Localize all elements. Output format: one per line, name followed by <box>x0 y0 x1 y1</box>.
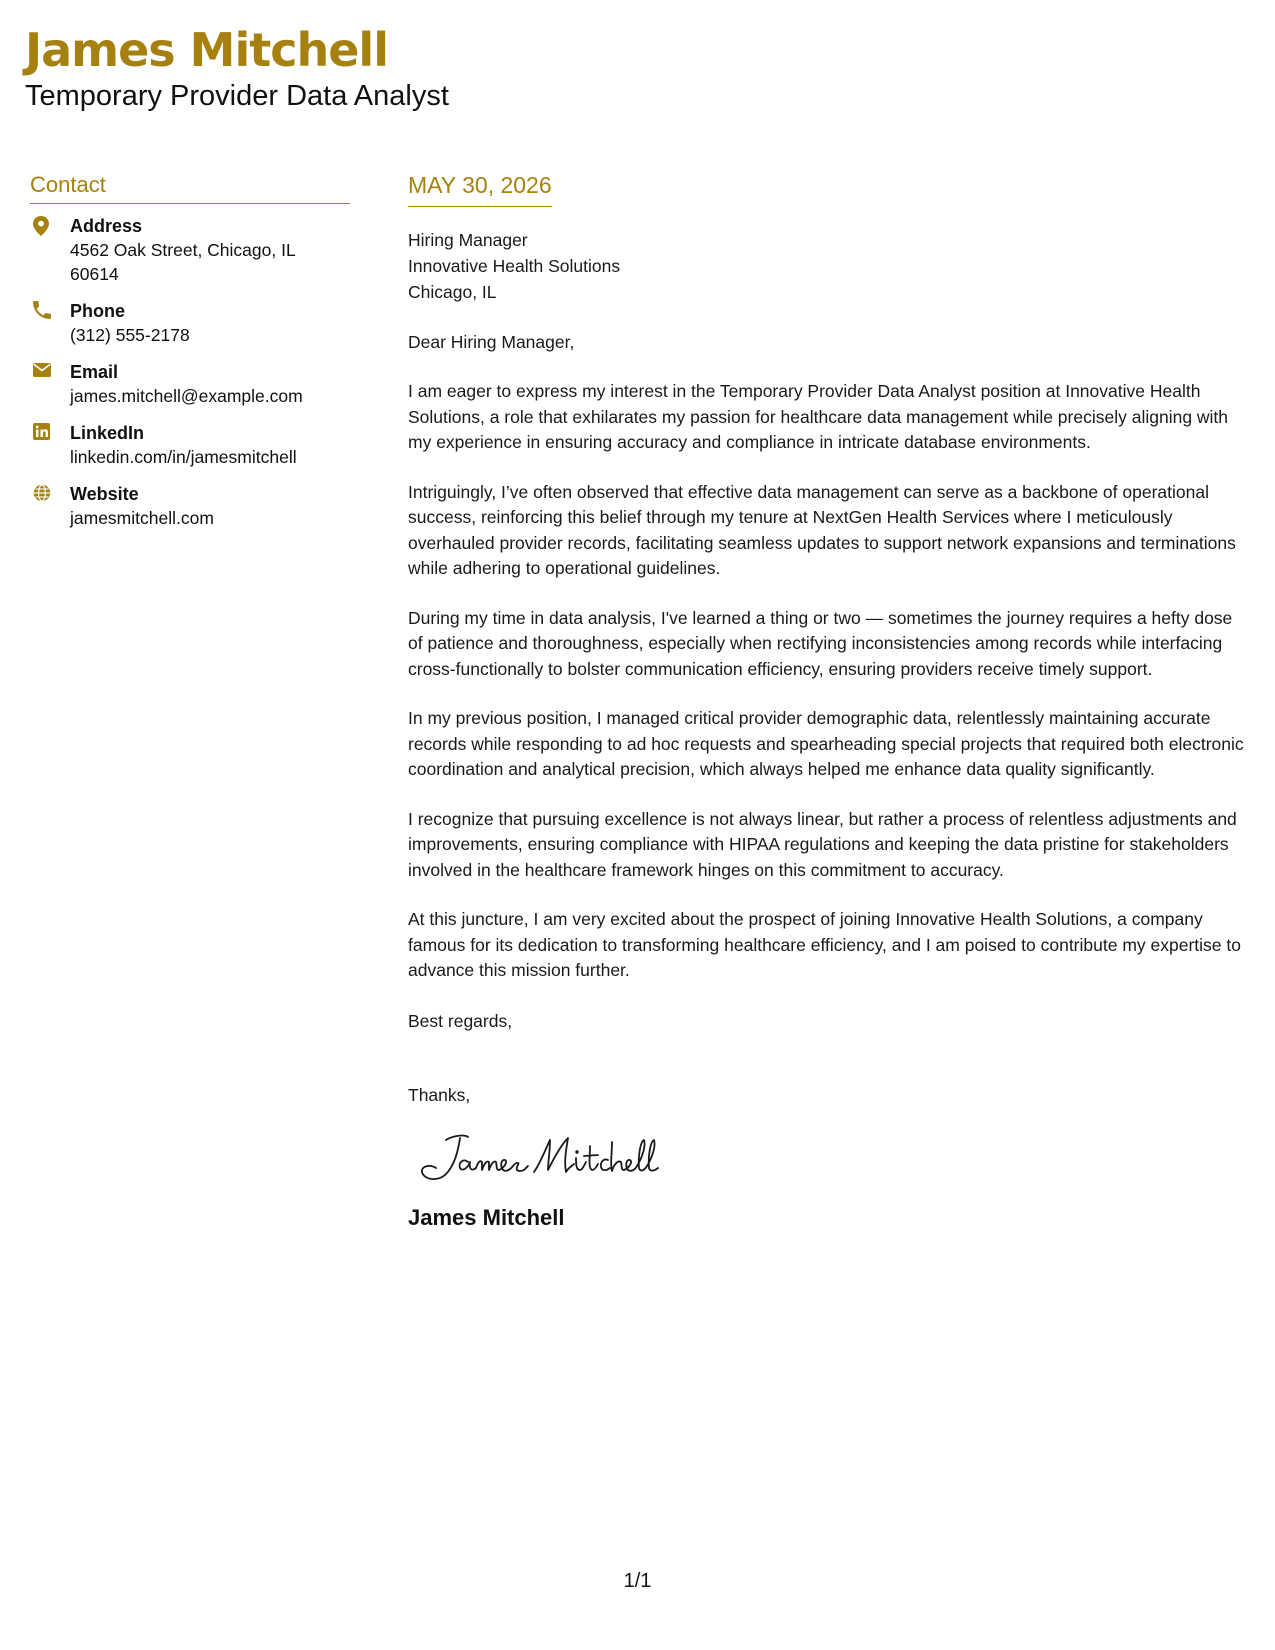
contact-email <box>30 360 350 408</box>
contact-label: Address <box>70 216 143 236</box>
envelope-icon <box>33 362 51 380</box>
body-paragraph: During my time in data analysis, I've learned a thing or two — sometimes the journey requires a hefty dose of patience and thoroughness, especially when rectifying inconsistencies among records while interfacing cross-functionally to bolster communication efficiency, ensuring providers receive timely support. <box>408 607 1233 679</box>
recipient-line: Innovative Health Solutions <box>408 256 621 276</box>
contact-address <box>30 214 350 286</box>
linkedin-icon <box>33 423 51 441</box>
map-pin-icon <box>33 216 51 234</box>
linkedin-value: linkedin.com/in/jamesmitchell <box>70 447 297 467</box>
cover-letter <box>408 170 1248 1232</box>
contact-website <box>30 482 350 530</box>
header <box>25 22 449 114</box>
recipient-block <box>408 227 1248 305</box>
page-number: 1/1 <box>623 1570 652 1592</box>
letter-date: MAY 30, 2026 <box>408 170 552 207</box>
contact-label: Website <box>70 484 139 504</box>
globe-icon <box>33 484 51 502</box>
handwritten-signature <box>416 1128 676 1188</box>
website-value: jamesmitchell.com <box>70 508 214 528</box>
contact-sidebar <box>30 172 350 543</box>
contact-label: LinkedIn <box>70 423 145 443</box>
contact-label: Email <box>70 362 119 382</box>
thanks: Thanks, <box>408 1084 471 1105</box>
applicant-name: James Mitchell <box>25 23 388 77</box>
body-paragraph: At this juncture, I am very excited about the prospect of joining Innovative Health Solutions, a company famous for its dedication to transforming healthcare efficiency, and I am poised to contribute my expertise to advance this mission further. <box>408 909 1241 980</box>
job-title: Temporary Provider Data Analyst <box>25 80 449 112</box>
contact-phone <box>30 299 350 347</box>
address-value: 4562 Oak Street, Chicago, IL 60614 <box>70 240 296 284</box>
recipient-line: Hiring Manager <box>408 230 528 250</box>
body-paragraph: In my previous position, I managed critical provider demographic data, relentlessly maintaining accurate records while responding to ad hoc requests and spearheading special projects that required both electronic coordination and analytical precision, which always helped me enhance data quality significantly. <box>408 708 1244 779</box>
salutation: Dear Hiring Manager, <box>408 332 575 352</box>
contact-label: Phone <box>70 301 126 321</box>
body-paragraph: I am eager to express my interest in the Temporary Provider Data Analyst position at Innovative Health Solutions, a role that exhilarates my passion for healthcare data management while precisely aligning with my experience in ensuring accuracy and compliance in intricate database environments. <box>408 381 1229 452</box>
email-value: james.mitchell@example.com <box>70 386 303 406</box>
recipient-line: Chicago, IL <box>408 282 497 302</box>
body-paragraph: Intriguingly, I’ve often observed that effective data management can serve as a backbone of operational success, reinforcing this belief through my tenure at NextGen Health Services where I meticulously overhauled provider records, facilitating seamless updates to support network expansions and terminations while adhering to operational guidelines. <box>408 481 1236 578</box>
phone-icon <box>33 301 51 319</box>
contact-heading: Contact <box>30 172 350 204</box>
body-paragraph: I recognize that pursuing excellence is not always linear, but rather a process of relentless adjustments and improvements, ensuring compliance with HIPAA regulations and keeping the data pristine for stakeholders involved in the healthcare framework hinges on this commitment to accuracy. <box>408 808 1237 880</box>
contact-linkedin <box>30 421 350 469</box>
closing: Best regards, <box>408 1010 513 1031</box>
signed-name: James Mitchell <box>408 1204 565 1230</box>
phone-value: (312) 555-2178 <box>70 325 190 345</box>
